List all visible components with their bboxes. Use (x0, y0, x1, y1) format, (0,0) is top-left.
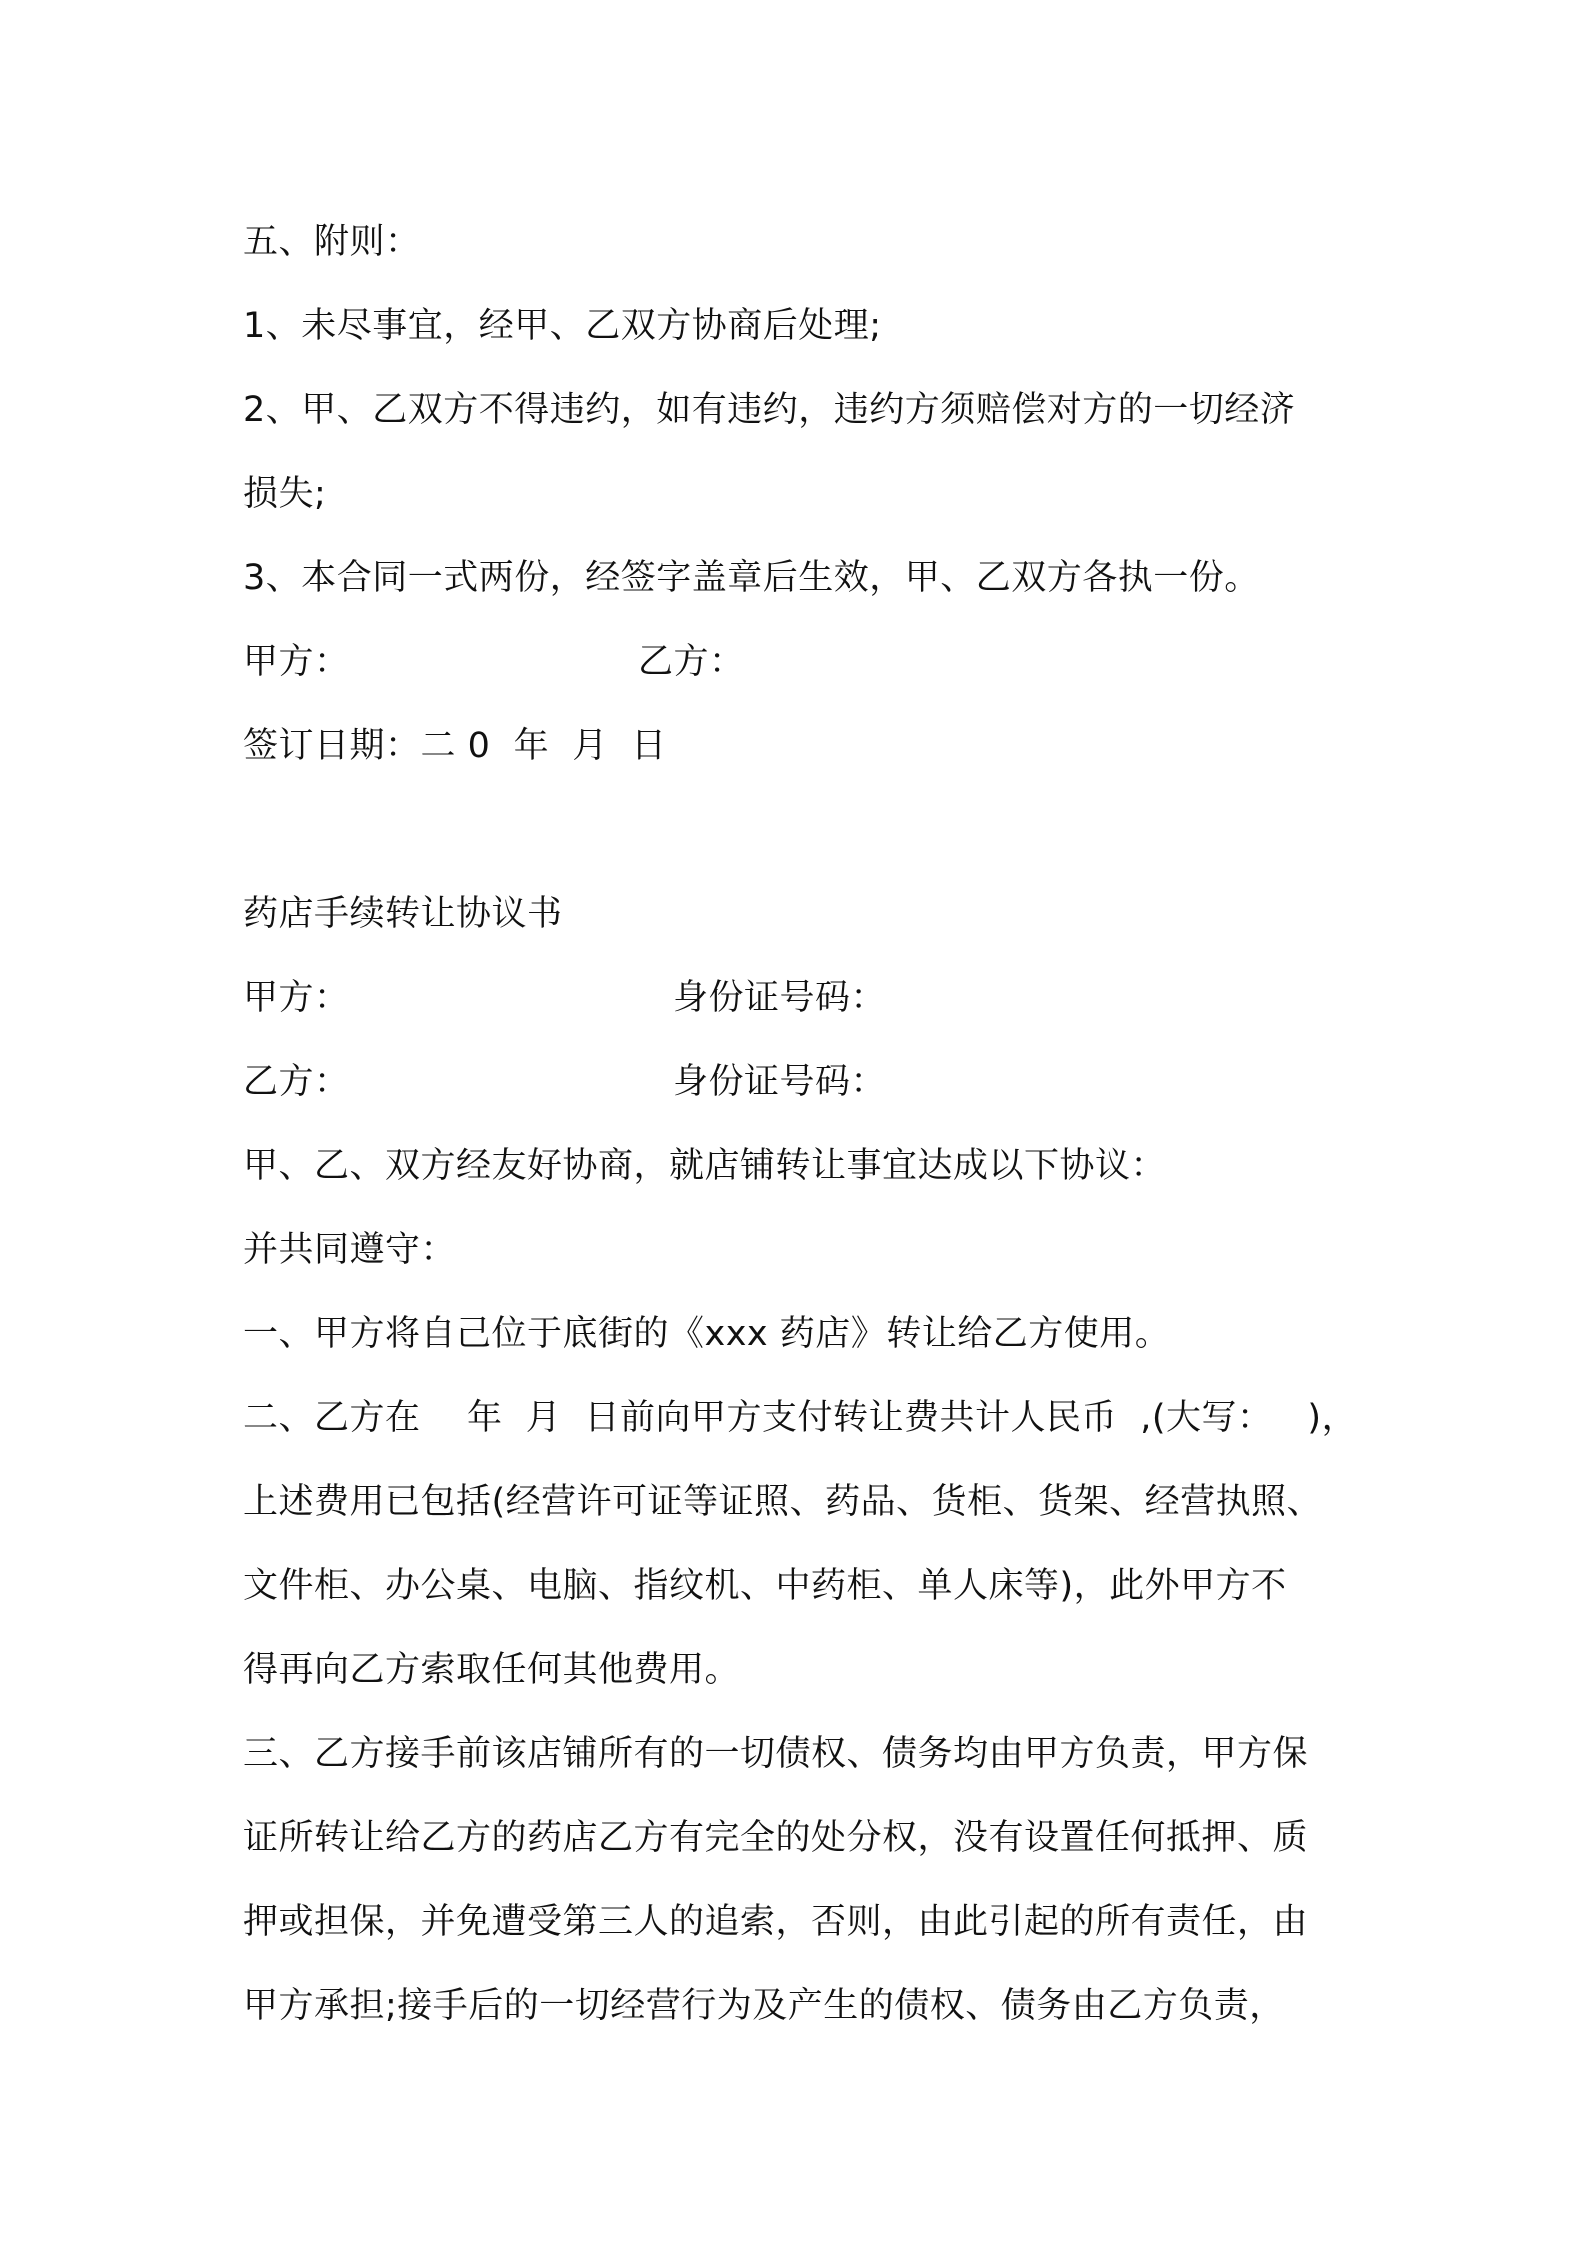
clause-line: 得再向乙方索取任何其他费用。 (243, 1650, 741, 1690)
signature-row (243, 620, 1373, 704)
party-b-label: 乙方： (243, 1062, 350, 1102)
paragraph-line: 3、本合同一式两份，经签字盖章后生效，甲、乙双方各执一份。 (243, 558, 1260, 598)
document-title: 药店手续转让协议书 (243, 894, 563, 934)
paragraph-line: 并共同遵守： (243, 1230, 457, 1270)
section-heading: 五、附则： (243, 222, 421, 262)
paragraph-line: 损失; (243, 474, 327, 514)
clause-line: 二、乙方在 年 月 日前向甲方支付转让费共计人民币 ,(大写： )， (243, 1398, 1358, 1438)
party-a-label: 甲方： (243, 978, 350, 1018)
clause-line: 押或担保，并免遭受第三人的追索，否则，由此引起的所有责任，由 (243, 1902, 1309, 1942)
clause-line: 证所转让给乙方的药店乙方有完全的处分权，没有设置任何抵押、质 (243, 1818, 1309, 1858)
paragraph-line: 2、甲、乙双方不得违约，如有违约，违约方须赔偿对方的一切经济 (243, 390, 1296, 430)
paragraph-line: 甲、乙、双方经友好协商，就店铺转让事宜达成以下协议： (243, 1146, 1167, 1186)
sign-date: 签订日期：二 0 年 月 日 (243, 726, 667, 766)
clause-line: 文件柜、办公桌、电脑、指纹机、中药柜、单人床等)，此外甲方不 (243, 1566, 1287, 1606)
clause-line: 三、乙方接手前该店铺所有的一切债权、债务均由甲方负责，甲方保 (243, 1734, 1309, 1774)
spacer (243, 788, 1373, 872)
clause-line: 甲方承担;接手后的一切经营行为及产生的债权、债务由乙方负责， (243, 1986, 1285, 2026)
clause-line: 上述费用已包括(经营许可证等证照、药品、货柜、货架、经营执照、 (243, 1482, 1323, 1522)
id-number-label: 身份证号码： (673, 1062, 887, 1102)
party-a-row (243, 956, 1373, 1040)
paragraph-line: 1、未尽事宜，经甲、乙双方协商后处理; (243, 306, 882, 346)
document-page (243, 200, 1373, 2048)
clause-line: 一、甲方将自己位于底街的《xxx 药店》转让给乙方使用。 (243, 1314, 1171, 1354)
party-b-label: 乙方： (638, 642, 745, 682)
party-a-label: 甲方： (243, 642, 350, 682)
id-number-label: 身份证号码： (673, 978, 887, 1018)
party-b-row (243, 1040, 1373, 1124)
